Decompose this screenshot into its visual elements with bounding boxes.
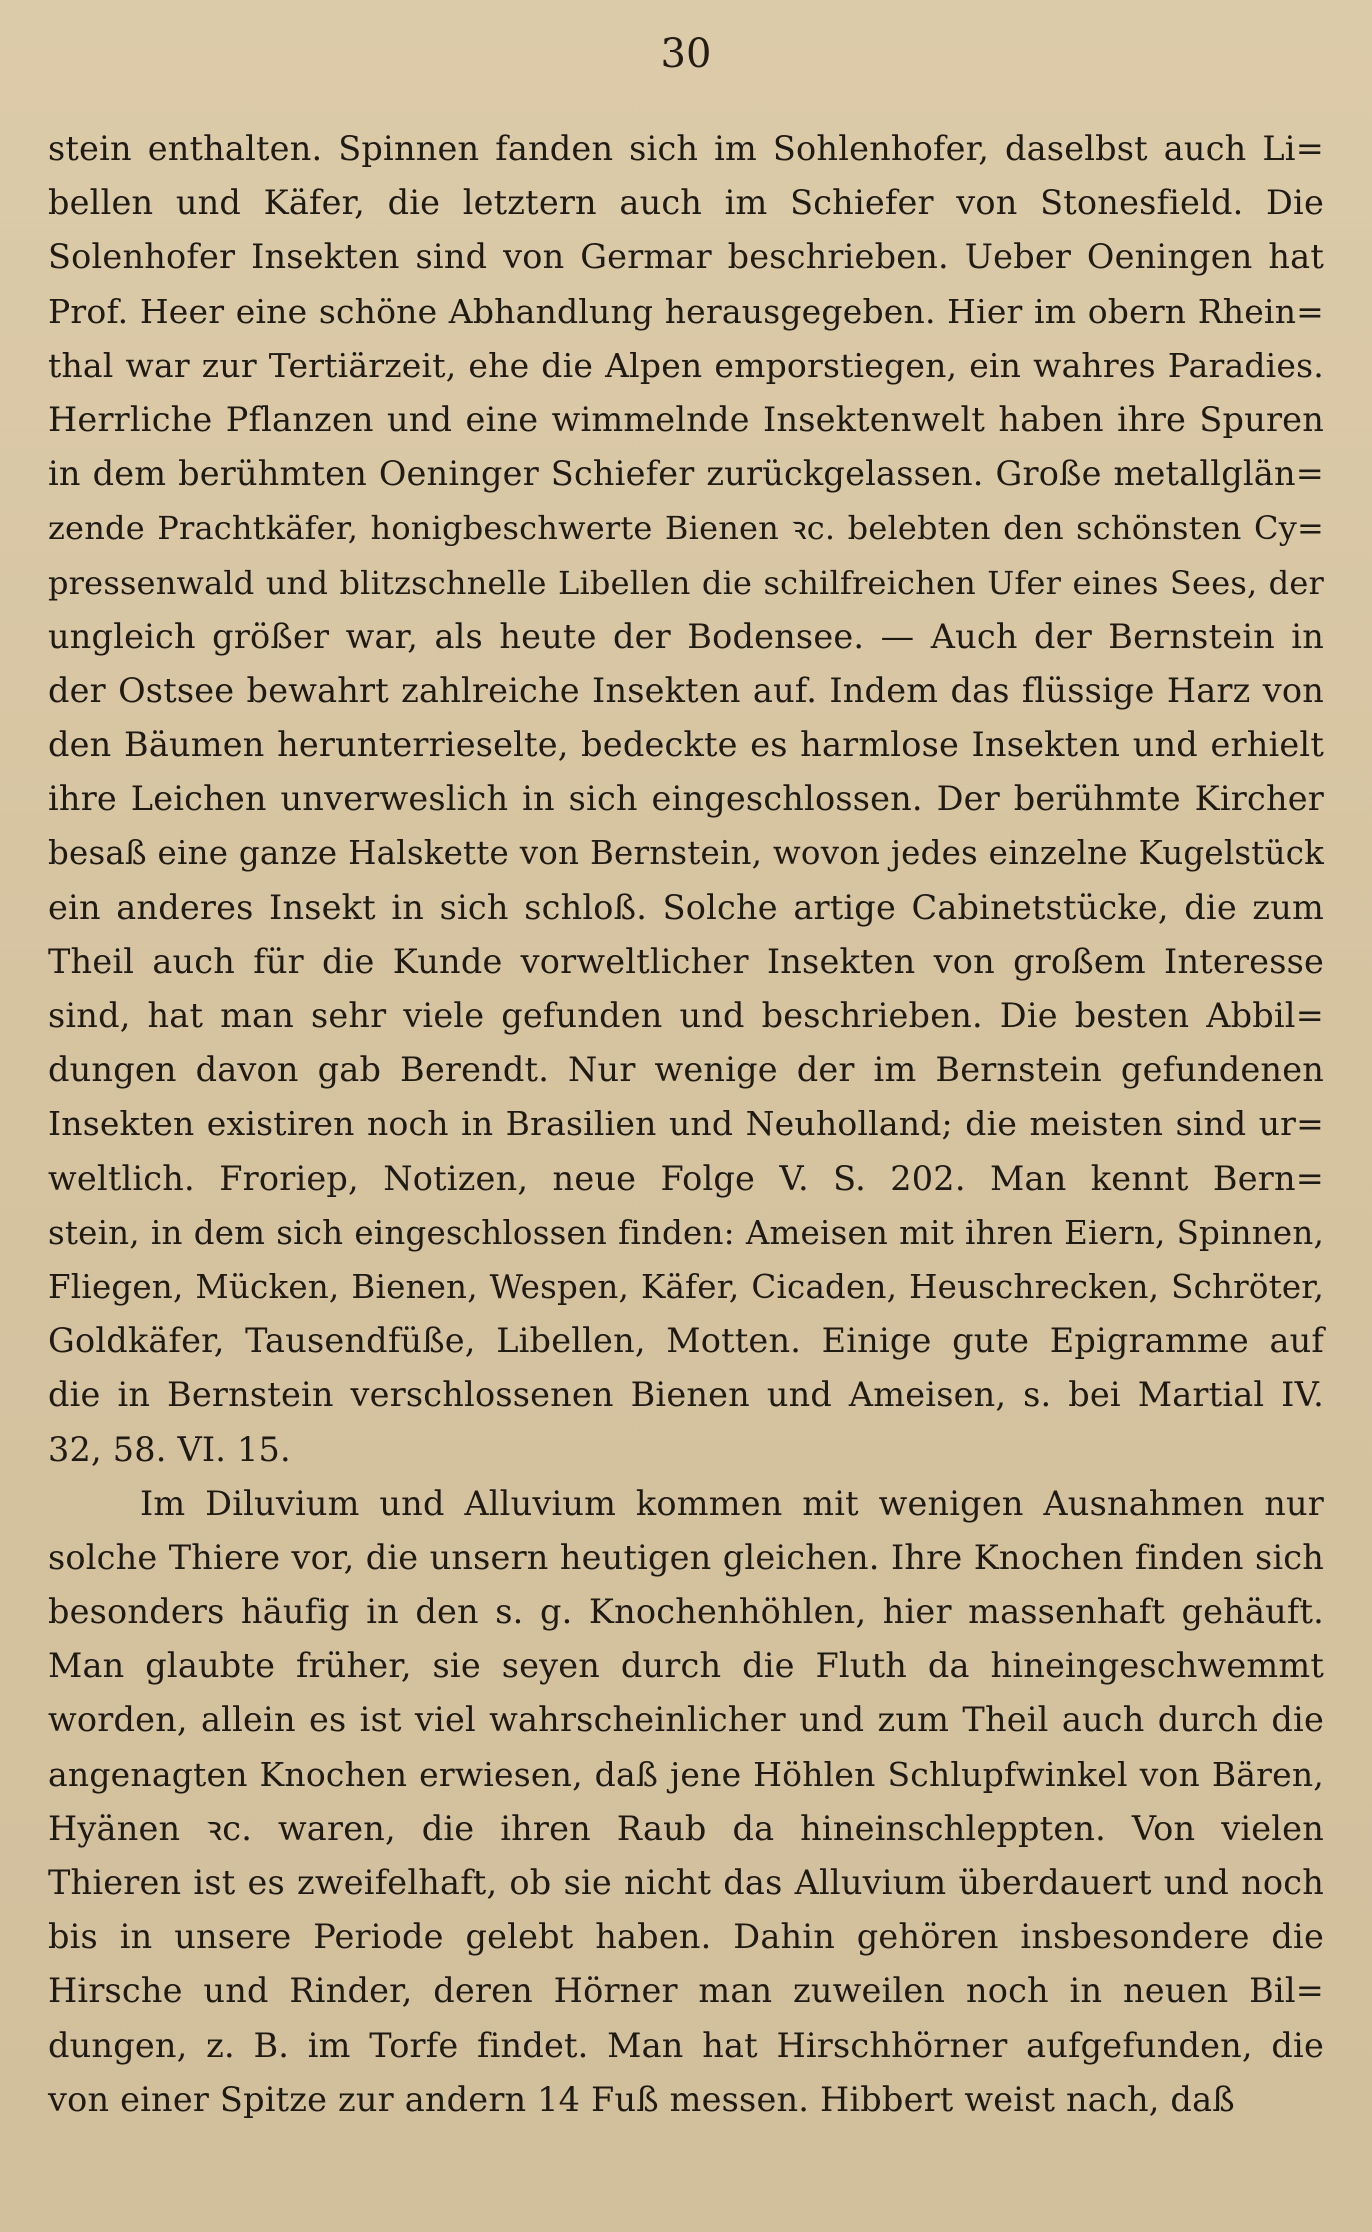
text-line: Fliegen, Mücken, Bienen, Wespen, Käfer, Cicaden, Heuschrecken, Schröter, xyxy=(48,1267,1324,1306)
text-line: angenagten Knochen erwiesen, daß jene Höhlen Schlupfwinkel von Bären, xyxy=(48,1754,1324,1794)
text-line: Insekten existiren noch in Brasilien und Neuholland; die meisten sind ur= xyxy=(48,1104,1324,1144)
page-number: 30 xyxy=(660,31,712,77)
text-line: Thieren ist es zweifelhaft, ob sie nicht das Alluvium überdauert und noch xyxy=(48,1863,1324,1902)
text-line: thal war zur Tertiärzeit, ehe die Alpen emporstiegen, ein wahres Paradies. xyxy=(48,345,1324,385)
text-line: 32, 58. VI. 15. xyxy=(48,1429,291,1469)
text-line: besaß eine ganze Halskette von Bernstein, wovon jedes einzelne Kugelstück xyxy=(48,834,1324,873)
text-line: ungleich größer war, als heute der Bodensee. — Auch der Bernstein in xyxy=(48,616,1324,656)
text-line: von einer Spitze zur andern 14 Fuß messen. Hibbert weist nach, daß xyxy=(48,2079,1235,2119)
text-line: worden, allein es ist viel wahrscheinlicher und zum Theil auch durch die xyxy=(48,1700,1324,1740)
text-line: Goldkäfer, Tausendfüße, Libellen, Motten. Einige gute Epigramme auf xyxy=(48,1321,1324,1361)
text-line: dungen, z. B. im Torfe findet. Man hat Hirschhörner aufgefunden, die xyxy=(48,2025,1324,2065)
text-line: sind, hat man sehr viele gefunden und beschrieben. Die besten Abbil= xyxy=(48,996,1324,1035)
text-line: Hirsche und Rinder, deren Hörner man zuweilen noch in neuen Bil= xyxy=(48,1971,1324,2011)
text-line: Solenhofer Insekten sind von Germar beschrieben. Ueber Oeningen hat xyxy=(48,237,1324,277)
text-line: stein enthalten. Spinnen fanden sich im Sohlenhofer, daselbst auch Li= xyxy=(48,129,1324,168)
text-line: Prof. Heer eine schöne Abhandlung herausgegeben. Hier im obern Rhein= xyxy=(48,291,1324,331)
text-line: zende Prachtkäfer, honigbeschwerte Bienen ꝛc. belebten den schönsten Cy= xyxy=(48,509,1324,548)
text-line: die in Bernstein verschlossenen Bienen und Ameisen, s. bei Martial IV. xyxy=(48,1375,1324,1415)
text-line: ihre Leichen unverweslich in sich eingeschlossen. Der berühmte Kircher xyxy=(48,779,1324,819)
text-line: stein, in dem sich eingeschlossen finden: Ameisen mit ihren Eiern, Spinnen, xyxy=(48,1213,1324,1252)
text-line: Theil auch für die Kunde vorweltlicher Insekten von großem Interesse xyxy=(48,941,1324,981)
text-line: Im Diluvium und Alluvium kommen mit wenigen Ausnahmen nur xyxy=(140,1483,1324,1523)
paragraph xyxy=(48,1477,1324,2127)
paragraph xyxy=(48,122,1324,1477)
text-line: weltlich. Froriep, Notizen, neue Folge V. S. 202. Man kennt Bern= xyxy=(48,1158,1324,1198)
text-line: den Bäumen herunterrieselte, bedeckte es harmlose Insekten und erhielt xyxy=(48,725,1324,765)
text-line: solche Thiere vor, die unsern heutigen gleichen. Ihre Knochen finden sich xyxy=(48,1537,1324,1577)
text-line: bellen und Käfer, die letztern auch im Schiefer von Stonesfield. Die xyxy=(48,183,1324,223)
text-line: Man glaubte früher, sie seyen durch die Fluth da hineingeschwemmt xyxy=(48,1646,1324,1686)
text-line: pressenwald und blitzschnelle Libellen die schilfreichen Ufer eines Sees, der xyxy=(48,563,1324,602)
text-line: Hyänen ꝛc. waren, die ihren Raub da hineinschleppten. Von vielen xyxy=(48,1808,1324,1848)
text-line: der Ostsee bewahrt zahlreiche Insekten auf. Indem das flüssige Harz von xyxy=(48,670,1324,710)
body-text xyxy=(48,122,1324,2127)
text-line: in dem berühmten Oeninger Schiefer zurückgelassen. Große metallglän= xyxy=(48,454,1324,494)
text-line: dungen davon gab Berendt. Nur wenige der im Bernstein gefundenen xyxy=(48,1050,1324,1090)
text-line: besonders häufig in den s. g. Knochenhöhlen, hier massenhaft gehäuft. xyxy=(48,1592,1324,1632)
text-line: bis in unsere Periode gelebt haben. Dahin gehören insbesondere die xyxy=(48,1917,1324,1957)
text-line: Herrliche Pflanzen und eine wimmelnde Insektenwelt haben ihre Spuren xyxy=(48,399,1324,439)
text-line: ein anderes Insekt in sich schloß. Solche artige Cabinetstücke, die zum xyxy=(48,887,1324,927)
